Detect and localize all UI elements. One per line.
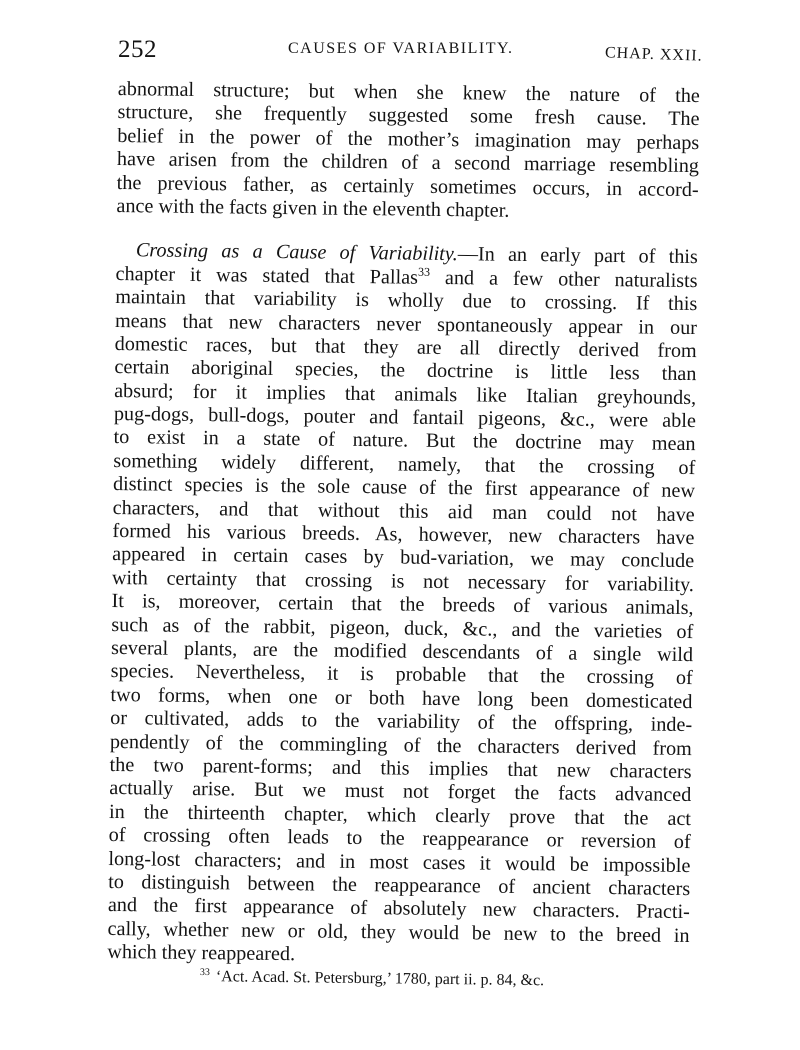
paragraph-2-lines (107, 286, 697, 971)
text-line: several plants, are the modified descendants of a single wild (110, 636, 694, 667)
text-line: It is, moreover, certain that the breeds of various animals, (111, 590, 694, 620)
text-line: of crossing often leads to the reappearance or reversion of (108, 824, 691, 854)
text-line: actually arise. But we must not forget the facts advanced (109, 777, 692, 807)
text-line: such as of the rabbit, pigeon, duck, &c., and the varieties of (111, 613, 694, 643)
footnote-text: ‘Act. Acad. St. Petersburg,’ 1780, part ii. p. 84, &c. (215, 968, 545, 990)
page-header (118, 30, 703, 70)
text-line: and the first appearance of absolutely new characters. Practi- (107, 894, 690, 924)
text-line: domestic races, but that they are all directly derived from (114, 332, 697, 362)
text-line: distinct species is the sole cause of the first appearance of new (112, 473, 696, 503)
chapter-label: CHAP. XXII. (605, 44, 704, 65)
line-segment: and a few other naturalists (429, 266, 698, 292)
footnote-number: 33 (199, 967, 211, 979)
text-line: or cultivated, adds to the variability of the offspring, inde- (110, 707, 693, 737)
line-segment: chapter it was stated that Pallas (115, 262, 419, 289)
text-line: long-lost characters; and in most cases it would be impossible (108, 847, 691, 877)
text-line: have arisen from the children of a second marriage resembling (116, 148, 700, 178)
text-line: to exist in a state of nature. But the doctrine may mean (113, 426, 696, 456)
text-line: pug-dogs, bull-dogs, pouter and fantail pigeons, &c., were able (113, 403, 696, 433)
text-line: with certainty that crossing is not necessary for variability. (111, 566, 694, 596)
text-line: pendently of the commingling of the characters derived from (109, 730, 692, 760)
text-line: ance with the facts given in the eleventh chapter. (116, 194, 510, 222)
text-line: cally, whether new or old, they would be new to the breed in (107, 917, 690, 947)
text-line: maintain that variability is wholly due to crossing. If this (115, 286, 698, 316)
text-line: in the thirteenth chapter, which clearly prove that the act (108, 800, 692, 830)
text-line: certain aboriginal species, the doctrine is little less than (114, 356, 697, 386)
text-line: species. Nevertheless, it is probable that the crossing of (110, 660, 693, 690)
paragraph-1 (116, 78, 700, 225)
text-line: characters, and that without this aid man could not have (112, 496, 695, 526)
text-line: belief in the power of the mother’s imagination may perhaps (117, 124, 700, 154)
footnote (200, 968, 680, 992)
text-line: appeared in certain cases by bud-variation, we may conclude (112, 543, 695, 573)
paragraph-2 (107, 239, 698, 971)
body-text (107, 78, 700, 971)
text-line: means that new characters never spontaneously appear in our (114, 309, 698, 339)
text-line: the previous father, as certainly sometimes occurs, in accord- (116, 171, 699, 201)
footnote-ref: 33 (417, 264, 431, 279)
running-head: CAUSES OF VARIABILITY. (288, 40, 514, 57)
text-line: which they reappeared. (107, 940, 296, 966)
text-line: abnormal structure; but when she knew the nature of the (117, 78, 700, 108)
page-number: 252 (118, 36, 157, 63)
text-line: structure, she frequently suggested some fresh cause. The (117, 101, 700, 131)
first-line-rest: —In an early part of this (457, 243, 698, 269)
text-line: absurd; for it implies that animals like Italian greyhounds, (114, 379, 697, 409)
text-line: formed his various breeds. As, however, new characters have (112, 519, 695, 550)
text-line: to distinguish between the reappearance of ancient characters (108, 870, 691, 900)
text-line: the two parent-forms; and this implies that new characters (109, 753, 692, 783)
section-title: Crossing as a Cause of Variability. (135, 239, 458, 266)
text-line: something widely different, namely, that the crossing of (113, 449, 696, 479)
text-line: two forms, when one or both have long been domesticated (110, 683, 693, 713)
